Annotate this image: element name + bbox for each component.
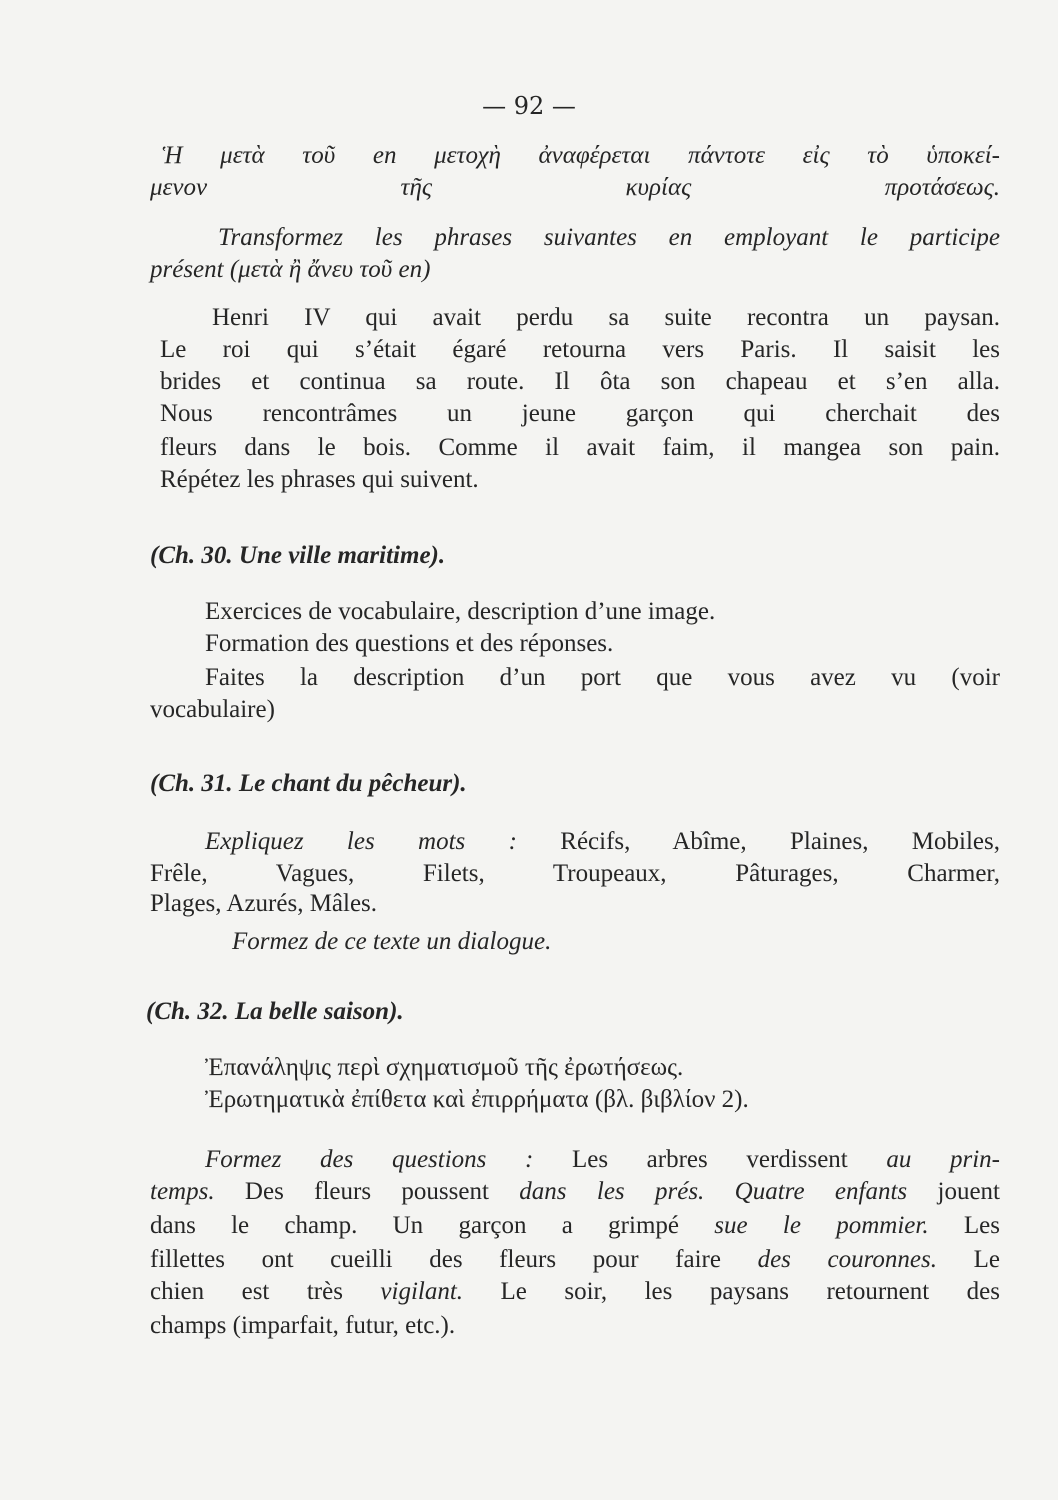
- text: Ἐρωτηματικὰ ἐπίθετα καὶ ἐπιρρήματα (βλ. βιβλίον 2).: [205, 1086, 749, 1113]
- text-line: [218, 222, 1000, 254]
- italic-text: Transformez les phrases suivantes en employant le participe: [218, 224, 1000, 251]
- page-number: — 92 —: [482, 92, 576, 120]
- text: Les arbres verdissent: [571, 1146, 887, 1173]
- text-line: [160, 334, 1000, 366]
- text-line: [150, 172, 1000, 204]
- italic-text: μενον τῆς κυρίας προτάσεως.: [150, 174, 1000, 201]
- section-heading: [150, 540, 1000, 572]
- text: fillettes ont cueilli des fleurs pour faire: [150, 1246, 758, 1273]
- text: Henri IV qui avait perdu sa suite recontra un paysan.: [212, 304, 1000, 331]
- text-line: [160, 398, 1000, 430]
- text-line: [150, 1276, 1000, 1308]
- text-line: [205, 628, 1000, 660]
- text-line: [162, 140, 1000, 172]
- text-line: [160, 432, 1000, 464]
- text: Le: [937, 1246, 1000, 1273]
- italic-text: vigilant.: [380, 1278, 464, 1305]
- text: Des fleurs poussent: [214, 1178, 520, 1205]
- text-line: [205, 1084, 1000, 1116]
- text: Exercices de vocabulaire, description d’une image.: [205, 598, 716, 625]
- text-line: [205, 1144, 1000, 1176]
- text: champs (imparfait, futur, etc.).: [150, 1312, 456, 1339]
- italic-text: Formez des questions :: [205, 1146, 572, 1173]
- text-line: [150, 1244, 1000, 1276]
- text: Répétez les phrases qui suivent.: [160, 466, 479, 493]
- text: Frêle, Vagues, Filets, Troupeaux, Pâturages, Charmer,: [150, 860, 1000, 887]
- text-line: [160, 366, 1000, 398]
- italic-text: (Ch. 31. Le chant du pêcheur).: [150, 770, 467, 797]
- text-line: [150, 1210, 1000, 1242]
- italic-text: Formez de ce texte un dialogue.: [232, 928, 552, 955]
- italic-text: au prin-: [886, 1146, 1000, 1173]
- text: Le roi qui s’était égaré retourna vers Paris. Il saisit les: [160, 336, 1000, 363]
- italic-text: Ἡ μετὰ τοῦ en μετοχὴ ἀναφέρεται πάντοτε εἰς τὸ ὑποκεί-: [162, 142, 1000, 169]
- italic-text: (Ch. 32. La belle saison).: [146, 998, 404, 1025]
- italic-text: (Ch. 30. Une ville maritime).: [150, 542, 446, 569]
- italic-text: Quatre enfants: [734, 1178, 908, 1205]
- text: Faites la description d’un port que vous avez vu (voir: [205, 664, 1000, 691]
- text-line: [150, 1176, 1000, 1208]
- text: dans le champ. Un garçon a grimpé: [150, 1212, 715, 1239]
- text-line: [150, 694, 1000, 726]
- text-line: [205, 662, 1000, 694]
- text-line: [205, 826, 1000, 858]
- text: Formation des questions et des réponses.: [205, 630, 614, 657]
- text-line: [205, 1052, 1000, 1084]
- text: Le soir, les paysans retournent des: [463, 1278, 1000, 1305]
- text: chien est très: [150, 1278, 381, 1305]
- italic-text: temps.: [150, 1178, 215, 1205]
- text-line: [150, 254, 1000, 286]
- text-line: [150, 888, 1000, 920]
- text: Récifs, Abîme, Plaines, Mobiles,: [560, 828, 1000, 855]
- text-line: [150, 858, 1000, 890]
- text: Plages, Azurés, Mâles.: [150, 890, 378, 917]
- text-line: [212, 302, 1000, 334]
- text: brides et continua sa route. Il ôta son chapeau et s’en alla.: [160, 368, 1000, 395]
- italic-text: présent (μετὰ ἢ ἄνευ τοῦ en): [150, 256, 431, 283]
- text-line: [150, 1310, 1000, 1342]
- italic-text: Expliquez les mots :: [205, 828, 561, 855]
- italic-text: dans les prés.: [519, 1178, 705, 1205]
- text-line: [160, 464, 1000, 496]
- text: Ἐπανάληψις περὶ σχηματισμοῦ τῆς ἐρωτήσεως.: [205, 1054, 684, 1081]
- section-heading: [146, 996, 1000, 1028]
- text: jouent: [907, 1178, 1000, 1205]
- text: Nous rencontrâmes un jeune garçon qui cherchait des: [160, 400, 1000, 427]
- text-line: [205, 596, 1000, 628]
- text: [704, 1178, 734, 1205]
- text-line: [232, 926, 1000, 958]
- italic-text: des couronnes.: [757, 1246, 937, 1273]
- text: Les: [928, 1212, 1000, 1239]
- italic-text: sue le pommier.: [714, 1212, 929, 1239]
- text: fleurs dans le bois. Comme il avait faim, il mangea son pain.: [160, 434, 1000, 461]
- section-heading: [150, 768, 1000, 800]
- text: vocabulaire): [150, 696, 275, 723]
